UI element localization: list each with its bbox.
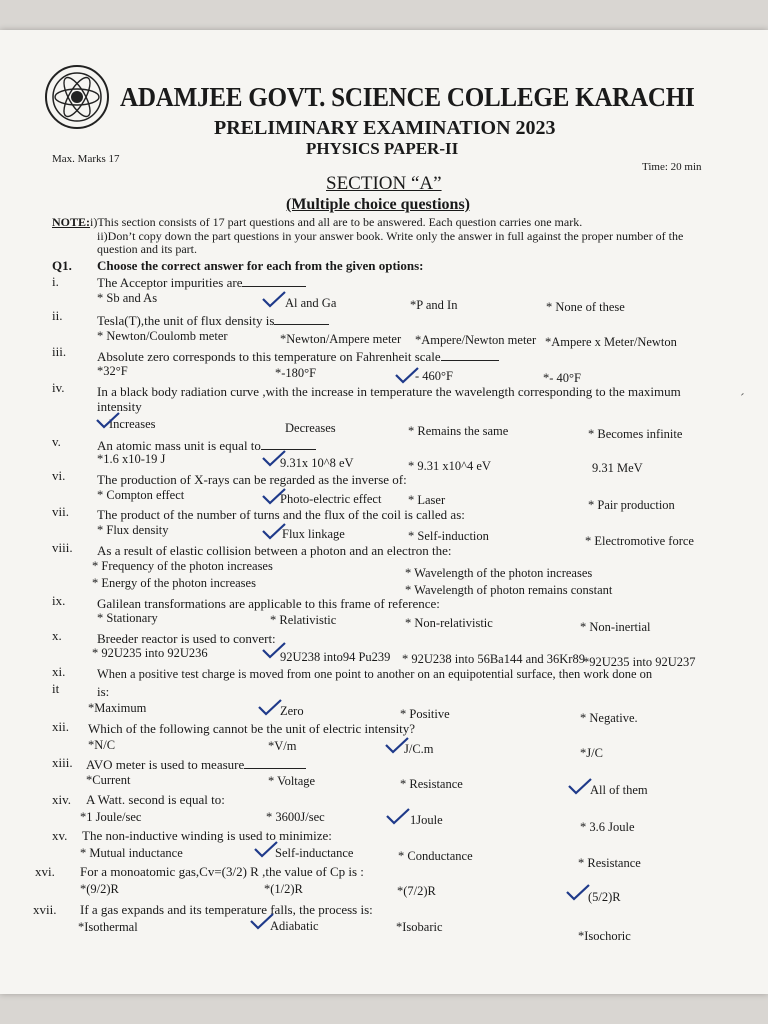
option: * Voltage: [268, 774, 316, 788]
tick-mark-icon: [262, 642, 286, 658]
question-text: The production of X-rays can be regarded as the inverse of:: [97, 472, 407, 487]
question-text: Galilean transformations are applicable to this frame of reference:: [97, 596, 440, 611]
note-text-1: i)This section consists of 17 part questions and all are to be answered. Each question carries one mark.: [90, 215, 583, 229]
question-text: A Watt. second is equal to:: [86, 792, 225, 807]
question-text: As a result of elastic collision between a photon and an electron the:: [97, 543, 452, 558]
tick-mark-icon: [250, 913, 274, 929]
option: *(1/2)R: [264, 882, 303, 896]
tick-mark-icon: [258, 699, 282, 715]
option: * Wavelength of the photon increases: [405, 566, 593, 580]
option: *Isothermal: [78, 920, 138, 934]
tick-mark-icon: [96, 412, 120, 428]
question-number: ii.: [52, 308, 63, 323]
time-limit: Time: 20 min: [642, 161, 702, 173]
option: *(7/2)R: [397, 884, 436, 898]
question-number: i.: [52, 274, 59, 289]
option: * Negative.: [580, 711, 638, 725]
option: * Pair production: [588, 498, 675, 512]
question-number: xiii.: [52, 755, 73, 770]
tick-mark-icon: [262, 450, 286, 466]
tick-mark-icon: [262, 488, 286, 504]
section-subtitle: (Multiple choice questions): [286, 196, 470, 213]
question-text: The non-inductive winding is used to minimize:: [82, 828, 332, 843]
option: * 3600J/sec: [266, 810, 325, 824]
max-marks: Max. Marks 17: [52, 153, 120, 165]
option: *Current: [86, 773, 131, 787]
question-number: ix.: [52, 593, 66, 608]
option: *V/m: [268, 739, 297, 753]
option: *P and In: [410, 298, 458, 312]
option: * Stationary: [97, 611, 158, 625]
note-line-2: ii)Don’t copy down the part questions in your answer book. Write only the answer in full against the proper number of the question and its part.: [97, 229, 684, 256]
option: *J/C: [580, 746, 603, 760]
tick-mark-icon: [262, 291, 286, 307]
question-text: Which of the following cannot be the unit of electric intensity?: [88, 721, 416, 736]
option-correct: 9.31x 10^8 eV: [280, 456, 354, 470]
question-text: For a monoatomic gas,Cv=(3/2) R ,the value of Cp is :: [80, 864, 364, 879]
question-text: AVO meter is used to measure: [86, 756, 716, 772]
option: * Electromotive force: [585, 534, 694, 548]
option: Decreases: [285, 421, 336, 435]
tick-mark-icon: [262, 523, 286, 539]
option-correct: *Ampere/Newton meter: [415, 333, 537, 347]
option-correct: (5/2)R: [588, 890, 621, 904]
option: *- 40°F: [543, 371, 581, 385]
option-correct: - 460°F: [415, 369, 453, 383]
option: *32°F: [97, 364, 128, 378]
option: * Relativistic: [270, 613, 337, 627]
option: * Becomes infinite: [588, 427, 683, 441]
option: * Remains the same: [408, 424, 509, 438]
q1-instruction: Choose the correct answer for each from the given options:: [97, 258, 424, 273]
option: *(9/2)R: [80, 882, 119, 896]
option: *Newton/Ampere meter: [280, 332, 402, 346]
option-correct: Adiabatic: [270, 919, 319, 933]
question-number: vi.: [52, 468, 66, 483]
q1-number: Q1.: [52, 258, 72, 273]
option: * None of these: [546, 300, 625, 314]
option: * Non-inertial: [580, 620, 651, 634]
question-number: iii.: [52, 344, 67, 359]
option-correct: Increases: [109, 417, 156, 431]
question-number: xi.: [52, 664, 66, 679]
option: * Wavelength of photon remains constant: [405, 583, 613, 597]
question-number: vii.: [52, 504, 69, 519]
question-text: The Acceptor impurities are: [97, 274, 727, 290]
question-number-cont: it: [52, 681, 60, 696]
tick-mark-icon: [386, 808, 410, 824]
option: *Maximum: [88, 701, 147, 715]
question-number: xv.: [52, 828, 68, 843]
question-text: In a black body radiation curve ,with the increase in temperature the wavelength corresponding to the maximum intensity: [97, 384, 681, 414]
option: * 9.31 x10^4 eV: [408, 459, 491, 473]
question-number: iv.: [52, 380, 65, 395]
question-text: If a gas expands and its temperature falls, the process is:: [80, 902, 373, 917]
note-line-1: [52, 215, 582, 230]
question-number: xii.: [52, 719, 69, 734]
question-number: xiv.: [52, 792, 72, 807]
question-text: The product of the number of turns and the flux of the coil is called as:: [97, 507, 465, 522]
exam-paper: [0, 30, 768, 994]
option-correct: * Non-relativistic: [405, 616, 493, 630]
option-correct: Photo-electric effect: [280, 492, 382, 506]
question-text: Breeder reactor is used to convert:: [97, 631, 276, 646]
question-text: Tesla(T),the unit of flux density is: [97, 312, 727, 328]
option: *1.6 x10-19 J: [97, 452, 166, 466]
option: * Resistance: [400, 777, 463, 791]
tick-mark-icon: [566, 884, 590, 900]
note-label: NOTE:: [52, 215, 91, 229]
college-logo: [44, 64, 110, 130]
college-name: ADAMJEE GOVT. SCIENCE COLLEGE KARACHI: [120, 82, 695, 112]
question-text: Absolute zero corresponds to this temperature on Fahrenheit scale: [97, 348, 727, 364]
question-text-cont: is:: [97, 684, 110, 699]
option-correct: Self-inductance: [275, 846, 354, 860]
option: * Positive: [400, 707, 450, 721]
question-number: x.: [52, 628, 62, 643]
option: * Newton/Coulomb meter: [97, 329, 228, 343]
question-text: An atomic mass unit is equal to: [97, 437, 727, 453]
option: * Resistance: [578, 856, 641, 870]
option: *1 Joule/sec: [80, 810, 142, 824]
option-correct: Al and Ga: [285, 296, 337, 310]
option: 9.31 MeV: [592, 461, 643, 475]
option: * Laser: [408, 493, 446, 507]
option: * Frequency of the photon increases: [92, 559, 273, 573]
option: *N/C: [88, 738, 116, 752]
option: * Flux density: [97, 523, 169, 537]
question-text: When a positive test charge is moved from one point to another on an equipotential surface, then work done on: [97, 667, 653, 681]
option-correct: Zero: [280, 704, 304, 718]
tick-mark-icon: [395, 367, 419, 383]
exam-title: PRELIMINARY EXAMINATION 2023: [214, 117, 556, 139]
option: *92U235 into 92U237: [583, 655, 696, 669]
option: * Compton effect: [97, 488, 185, 502]
question-number: xvii.: [33, 902, 57, 917]
option: *-180°F: [275, 366, 317, 380]
tick-mark-icon: [254, 841, 278, 857]
option: * 3.6 Joule: [580, 820, 635, 834]
paper-title: PHYSICS PAPER-II: [306, 139, 459, 158]
option: * Energy of the photon increases: [92, 576, 256, 590]
option-correct: All of them: [590, 783, 648, 797]
question-number: viii.: [52, 540, 73, 555]
tick-mark-icon: [385, 737, 409, 753]
option: *Isobaric: [396, 920, 443, 934]
option: * Mutual inductance: [80, 846, 183, 860]
section-title: SECTION “A”: [326, 173, 442, 194]
option: *Ampere x Meter/Newton: [545, 335, 677, 349]
option-correct: J/C.m: [404, 742, 434, 756]
question-number: v.: [52, 434, 61, 449]
option: * Self-induction: [408, 529, 489, 543]
option: * Conductance: [398, 849, 473, 863]
option: * 92U235 into 92U236: [92, 646, 208, 660]
option: * 92U238 into 56Ba144 and 36Kr89: [402, 652, 585, 666]
option-correct: 1Joule: [410, 813, 443, 827]
pen-mark: ˊ: [740, 392, 745, 407]
option-correct: Flux linkage: [282, 527, 345, 541]
option: * Sb and As: [97, 291, 158, 305]
option-correct: 92U238 into94 Pu239: [280, 650, 391, 664]
option: *Isochoric: [578, 929, 631, 943]
question-number: xvi.: [35, 864, 55, 879]
